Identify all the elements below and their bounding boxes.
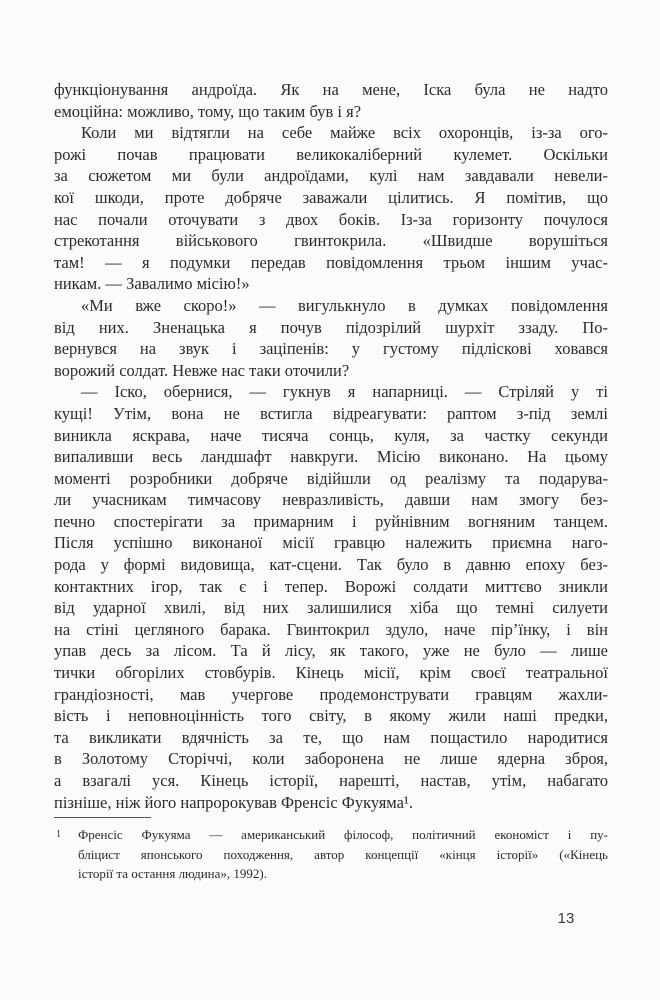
text-line: від ударної хвилі, від них залишилися хіба що темні силуети [54,598,608,618]
text-line: вість і неповноцінність того світу, в якому жили наші предки, [54,706,608,726]
footnote-line: історії та остання людина», 1992). [78,866,267,881]
text-line: емоційна: можливо, тому, що таким був і я? [54,101,362,121]
footnote-text [78,825,608,884]
text-line: упав десь за лісом. Та й лісу, як такого, уже не було — лише [54,641,608,661]
text-line: пізніше, ніж його напророкував Френсіс Фукуяма¹. [54,792,414,812]
text-line: в Золотому Сторіччі, коли заборонена не лише ядерна зброя, [54,749,608,769]
text-line: «Ми вже скоро!» — вигулькнуло в думках повідомлення [81,295,608,315]
footnote-line: Френсіс Фукуяма — американський філософ, політичний економіст і пу- [78,827,608,842]
text-line: рода у формі видовища, кат-сцени. Так було в давню епоху без- [54,555,608,575]
text-line: печно спостерігати за примарним і руйнівним вогняним танцем. [54,511,608,531]
text-line: ли учасникам тимчасову невразливість, давши нам змогу без- [54,490,608,510]
text-line: випаливши весь ландшафт навкруги. Місію виконано. На цьому [54,447,608,467]
footnote-separator-rule [54,817,151,818]
text-line: там! — я подумки передав повідомлення трьом іншим учас- [54,252,608,272]
text-line: та викликати вдячність за те, що нам пощастило народитися [54,727,608,747]
page-number: 13 [557,910,575,927]
text-line: нас почали оточувати з двох боків. Із-за горизонту почулося [54,209,608,229]
text-line: Після успішно виконаної місії гравцю належить приємна наго- [54,533,608,553]
text-line: контактних ігор, так є і тепер. Ворожі солдати миттєво зникли [54,576,608,596]
text-line: стрекотання військового гвинтокрила. «Швидше ворушіться [54,231,608,251]
text-line: кущі! Утім, вона не встигла відреагувати: раптом з-під землі [54,403,608,423]
text-line: рожі почав працювати великокаліберний кулемет. Оскільки [54,144,608,164]
text-line: на стіні цегляного барака. Гвинтокрил здуло, наче пір’їнку, і він [54,619,608,639]
text-line: функціонування андроїда. Як на мене, Іска була не надто [54,80,608,99]
footnote-marker: 1 [56,829,61,840]
text-line: моменті розробники добряче відійшли од реалізму та подарува- [54,468,608,488]
text-line: кої шкоди, проте добряче заважали цілитись. Я помітив, що [54,187,608,207]
text-line: — Іско, обернися, — гукнув я напарниці. — Стріляй у ті [81,382,608,402]
text-line: виникла яскрава, наче тисяча сонць, куля, за частку секунди [54,425,608,445]
text-line: а взагалі уся. Кінець історії, нарешті, настав, утім, набагато [54,771,608,790]
text-line: тички обгорілих стовбурів. Кінець місії, крім своєї театральної [54,663,608,683]
footnote-line: бліцист японського походження, автор концепції «кінця історії» («Кінець [78,846,608,862]
text-line: вернувся на звук і заціпенів: у густому підліскові ховався [54,339,608,359]
text-line: від них. Зненацька я почув підозрілий шурхіт ззаду. По- [54,317,608,337]
text-line: за сюжетом ми були андроїдами, кулі нам завдавали невели- [54,166,608,186]
text-line: Коли ми відтягли на себе майже всіх охоронців, із-за ого- [81,123,608,143]
body-text [54,79,608,813]
text-line: грандіозності, мав учергове продемонструвати гравцям жахли- [54,684,608,704]
text-line: никам. — Завалимо місію!» [54,274,250,294]
footnote [54,825,608,884]
text-line: ворожий солдат. Невже нас таки оточили? [54,360,350,380]
